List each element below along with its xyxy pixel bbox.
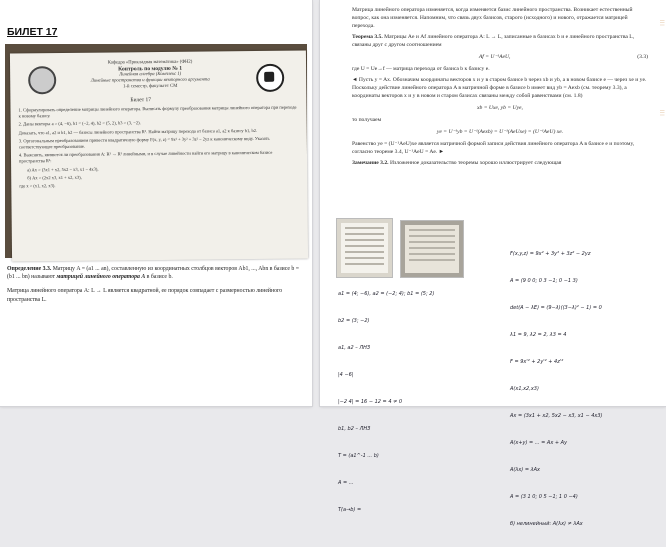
note-line: T = (a1^-1 ... b)	[338, 453, 379, 459]
ticket-number: Билет 17	[130, 97, 152, 104]
margin-mark: | | |	[659, 20, 664, 26]
note-line: a1 = (4; −6), a2 = (−2; 4); b1 = (5; 2)	[338, 291, 435, 297]
note-line: a1, a2 – ЛНЗ	[338, 345, 371, 351]
thumbnail-photo	[336, 218, 393, 278]
remark-text: Изложенное доказательство теоремы хорошо иллюстрирует следующая	[389, 160, 562, 166]
proof: ◄ Пусть y = Ax. Обозначим координаты векторов x и y в старом базисе b через xb и yb, а в новом базисе e — через xe и ye. Поскольку действие линейного оператора A в матричной форме в базисе b имеет вид yb = Aexb (см. теорему 3.3), а координаты векторов x и y в новом и старом базисах связаны между собой равенствами (см. 1.8)	[352, 77, 647, 99]
definition-label: Определение 3.3.	[7, 266, 52, 272]
definition-text: Матрицу A = (a1 ... an), составленную из координатных столбцов векторов Ab1, ..., Abn в базисе b = (b1 ... bn) называют	[7, 266, 300, 281]
note-line: б) нелинейный: A(λx) ≠ λAx	[510, 521, 583, 527]
note-line: A = ...	[338, 480, 354, 486]
formula-text: Af = U⁻¹AeU,	[478, 54, 511, 60]
note-line: b2 = (3; −2)	[338, 318, 370, 324]
remark-label: Замечание 3.2.	[352, 160, 389, 166]
header-line: Линейные пространства и функции векторного аргумента	[90, 77, 210, 84]
note-line: |4 −6|	[338, 372, 354, 378]
formula: ye = U⁻¹yb = U⁻¹(Aexb) = U⁻¹(AeUxe) = (U⁻¹AeU) xe.	[436, 129, 564, 135]
theorem	[352, 33, 648, 49]
note-line: λ1 = 9, λ2 = 2, λ3 = 4	[510, 332, 567, 338]
university-logo-icon	[28, 66, 56, 94]
note-line: A(x1,x2,x3)	[510, 386, 539, 392]
margin-mark: | | |	[659, 110, 664, 116]
note-line: F = 9x'² + 2y'² + 4z'²	[510, 359, 564, 365]
textbook-text	[352, 6, 648, 170]
theorem-label: Теорема 3.5.	[352, 34, 383, 40]
task-item: 4. Выяснить, являются ли преобразования A: R³ → R³ линейными, и в случае линейности найти его матрицу в каноническом базисе пространства R³:	[18, 150, 273, 164]
task-item: Доказать, что a1, a2 и b1, b2 — базисы линейного пространства R². Найти матрицу перехода от базиса a1, a2 к базису b1, b2.	[18, 127, 258, 136]
paragraph: Матрица линейного оператора изменяется, когда изменяется базис линейного пространства. Возникает естественный вопрос, как она изменяется. Напомним, что связь двух базисов, старого (исходного) и нового, отражается матрицей перехода.	[352, 7, 633, 29]
header-line: Линейная алгебра (Комплекс 1)	[119, 71, 182, 78]
page-title: БИЛЕТ 17	[7, 26, 58, 38]
formula	[352, 53, 648, 61]
note-line: A = (9 0 0; 0 3 −1; 0 −1 3)	[510, 278, 578, 284]
sheet-header	[70, 59, 230, 91]
right-page	[320, 0, 666, 527]
header-line: Контроль по модулю № 1	[118, 65, 183, 73]
definition-block	[7, 265, 305, 310]
left-page	[0, 0, 312, 406]
task-item: 1. Сформулировать определение матрицы линейного оператора. Выписать формулу преобразования матрицы линейного оператора при переходе к новому базису.	[18, 104, 297, 119]
definition-paragraph-2: Матрица линейного оператора A: L → L является квадратной, ее порядок совпадает с размерностью линейного пространства L.	[7, 288, 283, 303]
note-line: T(a→b) =	[338, 507, 362, 513]
handwritten-notes-right	[510, 232, 662, 527]
remark	[352, 159, 648, 167]
exam-sheet	[10, 50, 308, 261]
paragraph: Равенство ye = (U⁻¹AeU)xe является матричной формой записи действия линейного оператора A в базисе e и поэтому, согласно теореме 3.4, U⁻¹AeU = Ae. ►	[352, 141, 635, 155]
task-item: a) Ax = (3x1 + x2, 5x2 − x3, x1 − 4x3),	[27, 166, 99, 173]
definition-paragraph	[7, 265, 305, 281]
definition-term: матрицей линейного оператора A	[56, 274, 146, 281]
note-line: |−2 4| = 16 − 12 = 4 ≠ 0	[338, 399, 403, 405]
equation-number: (3.3)	[637, 54, 648, 60]
formula: xb = Uxe, yb = Uye,	[477, 105, 523, 111]
theorem-text: Матрицы Ae и Af линейного оператора A: L → L, записанные в базисах b и e линейного пространства L, связаны друг с другом соотношением	[352, 34, 635, 48]
task-list	[18, 105, 299, 192]
paragraph: то получаем	[352, 117, 382, 123]
handwritten-notes-left	[338, 272, 488, 513]
note-line: b1, b2 – ЛНЗ	[338, 426, 371, 432]
note-line: A(x+y) = ... = Ax + Ay	[510, 440, 568, 446]
note-line: Ax = (3x1 + x2, 5x2 − x3, x1 − 4x3)	[510, 413, 603, 419]
note-line: det(A − λE) = (9−λ)((3−λ)² − 1) = 0	[510, 305, 602, 311]
task-item: 2. Даны векторы a = (4, −6), b1 = (−2, 4), b2 = (5, 2), b3 = (3, −2).	[18, 120, 141, 127]
faculty-logo-icon	[256, 64, 284, 92]
note-line: A(λx) = λAx	[510, 467, 540, 473]
note-line: F(x,y,z) = 9x² + 3y² + 3z² − 2yz	[510, 251, 591, 257]
thumbnail-photo	[400, 220, 464, 278]
paragraph: где U = Ue→f — матрица перехода от базиса b к базису e.	[352, 66, 490, 72]
task-item: б) Ax = (2x2 x3, x1 + x2, x3),	[27, 174, 82, 181]
task-item: 3. Ортогональным преобразованием привести квадратичную форму F(x, y, z) = 9x² + 3y² + 3z² − 2yz к каноническому виду. Указать соответствующее преобразование.	[18, 135, 270, 150]
task-item: где x = (x1, x2, x3).	[19, 183, 56, 189]
header-line: Кафедра «Прикладная математика» (ФН2)	[107, 59, 193, 66]
exam-photo	[5, 44, 307, 258]
note-line: A = (3 1 0; 0 5 −1; 1 0 −4)	[510, 494, 578, 500]
definition-tail: в базисе b.	[146, 274, 173, 281]
header-line: 1-й семестр, факультет СМ	[123, 83, 178, 90]
